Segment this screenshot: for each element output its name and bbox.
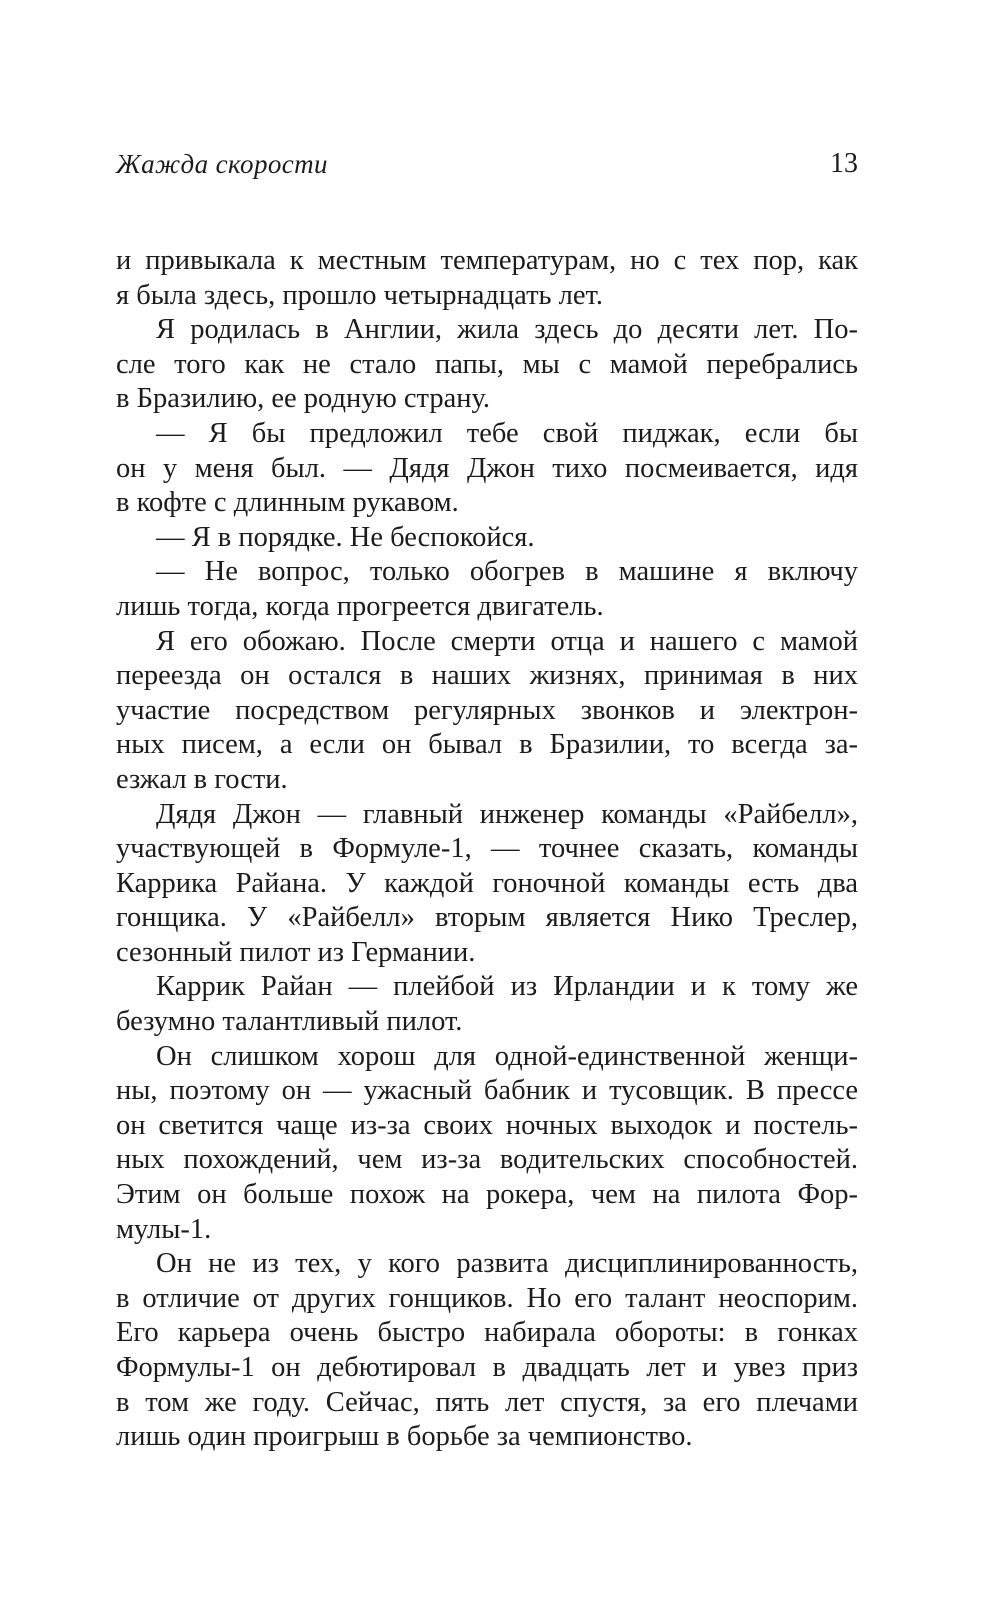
text-line: мулы-1. <box>116 1213 212 1245</box>
text-line: сле того как не стало папы, мы с мамой перебрались <box>116 348 858 380</box>
text-line: Каррик Райан — плейбой из Ирландии и к тому же <box>156 971 858 1003</box>
text-line: Каррика Райана. У каждой гоночной команды есть два <box>116 867 858 899</box>
text-line: переезда он остался в наших жизнях, принимая в них <box>116 660 858 692</box>
text-line: он светится чаще из-за своих ночных выходок и постель- <box>116 1109 858 1141</box>
text-line: лишь один проигрыш в борьбе за чемпионство. <box>116 1421 693 1453</box>
text-line: Он не из тех, у кого развита дисциплинированность, <box>156 1248 858 1280</box>
text-line: — Не вопрос, только обогрев в машине я включу <box>156 556 858 588</box>
text-line: ны, поэтому он — ужасный бабник и тусовщик. В прессе <box>116 1075 858 1107</box>
text-line: я была здесь, прошло четырнадцать лет. <box>116 279 603 311</box>
text-line: в отличие от других гонщиков. Но его талант неоспорим. <box>116 1282 858 1314</box>
text-line: Формулы-1 он дебютировал в двадцать лет и увез приз <box>116 1352 858 1383</box>
text-line: в Бразилию, ее родную страну. <box>116 383 491 415</box>
text-line: и привыкала к местным температурам, но с тех пор, как <box>116 245 858 276</box>
running-title: Жажда скорости <box>116 149 328 179</box>
page-number: 13 <box>830 148 858 179</box>
text-line: — Я бы предложил тебе свой пиджак, если бы <box>156 417 858 449</box>
text-line: — Я в порядке. Не беспокойся. <box>156 521 535 553</box>
text-line: Я родилась в Англии, жила здесь до десяти лет. По- <box>156 314 858 346</box>
text-line: Я его обожаю. После смерти отца и нашего с мамой <box>156 625 858 657</box>
text-line: лишь тогда, когда прогреется двигатель. <box>116 590 604 622</box>
text-line: в кофте с длинным рукавом. <box>116 487 459 519</box>
text-line: Его карьера очень быстро набирала обороты: в гонках <box>116 1317 858 1349</box>
text-line: ных похождений, чем из-за водительских способностей. <box>116 1144 858 1176</box>
text-line: езжал в гости. <box>116 763 288 795</box>
text-line: он у меня был. — Дядя Джон тихо посмеивается, идя <box>116 452 858 484</box>
body-text <box>116 244 858 1455</box>
text-line: участвующей в Формуле-1, — точнее сказать, команды <box>116 833 858 865</box>
text-line: Этим он больше похож на рокера, чем на пилота Фор- <box>116 1179 858 1211</box>
text-line: в том же году. Сейчас, пять лет спустя, за его плечами <box>116 1386 858 1418</box>
text-line: сезонный пилот из Германии. <box>116 936 476 968</box>
page-header <box>116 146 858 190</box>
text-line: гонщика. У «Райбелл» вторым является Нико Треслер, <box>116 902 858 934</box>
text-line: участие посредством регулярных звонков и электрон- <box>116 694 858 726</box>
text-line: Он слишком хорош для одной-единственной женщи- <box>156 1040 858 1072</box>
text-line: Дядя Джон — главный инженер команды «Райбелл», <box>156 798 858 830</box>
text-line: ных писем, а если он бывал в Бразилии, то всегда за- <box>116 729 858 761</box>
text-line: безумно талантливый пилот. <box>116 1006 463 1038</box>
